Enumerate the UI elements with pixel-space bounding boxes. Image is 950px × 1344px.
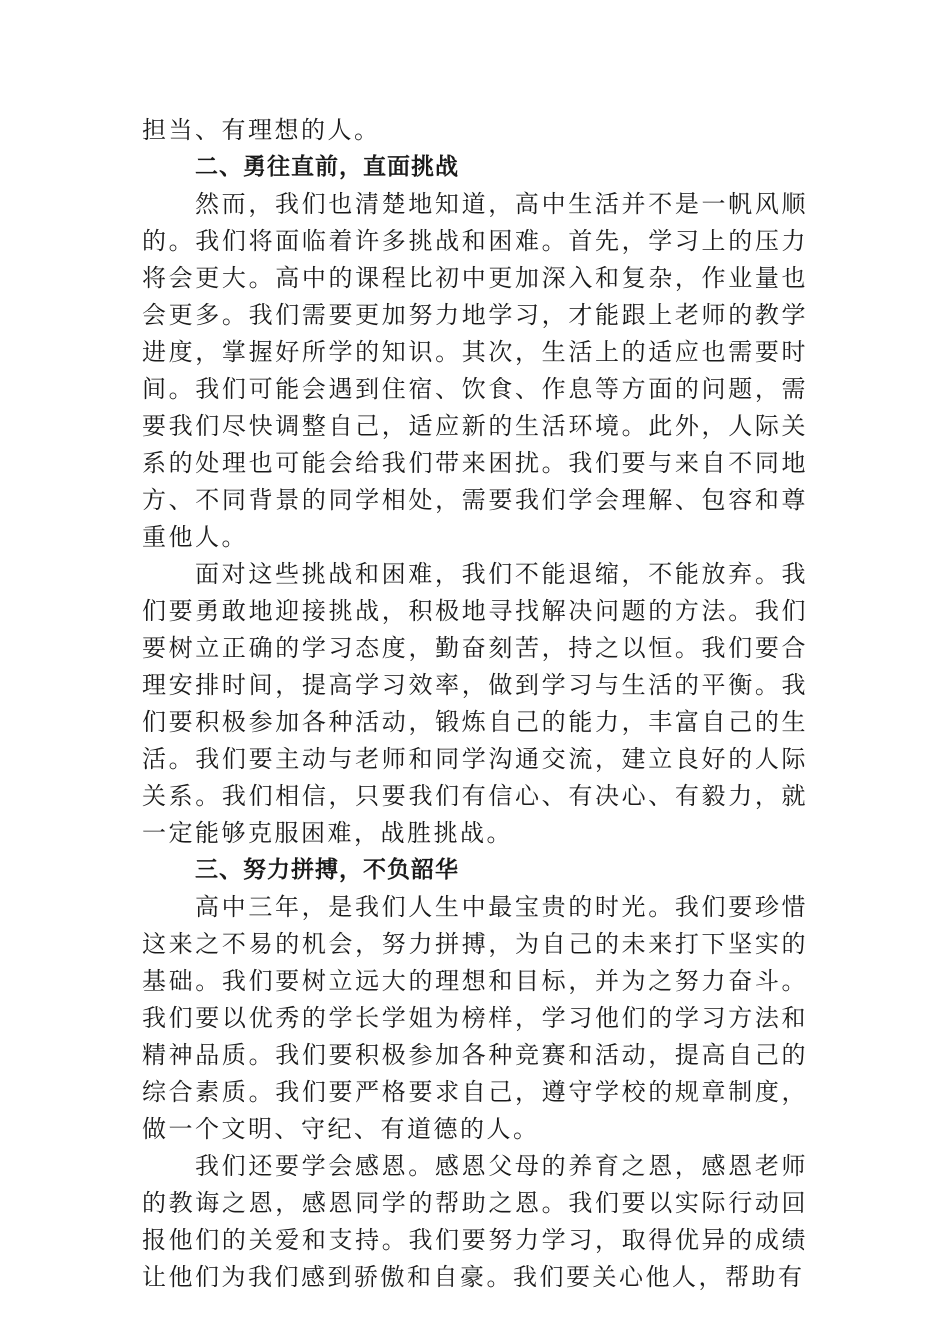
- paragraph: 然而，我们也清楚地知道，高中生活并不是一帆风顺的。我们将面临着许多挑战和困难。首先，学习上的压力将会更大。高中的课程比初中更加深入和复杂，作业量也会更多。我们需要更加努力地学习，才能跟上老师的教学进度，掌握好所学的知识。其次，生活上的适应也需要时间。我们可能会遇到住宿、饮食、作息等方面的问题，需要我们尽快调整自己，适应新的生活环境。此外，人际关系的处理也可能会给我们带来困扰。我们要与来自不同地方、不同背景的同学相处，需要我们学会理解、包容和尊重他人。: [142, 190, 808, 551]
- section-heading-2: 二、勇往直前，直面挑战: [195, 154, 459, 180]
- paragraph: 高中三年，是我们人生中最宝贵的时光。我们要珍惜这来之不易的机会，努力拼搏，为自己的未来打下坚实的基础。我们要树立远大的理想和目标，并为之努力奋斗。我们要以优秀的学长学姐为榜样，学习他们的学习方法和精神品质。我们要积极参加各种竞赛和活动，提高自己的综合素质。我们要严格要求自己，遵守学校的规章制度，做一个文明、守纪、有道德的人。: [142, 893, 808, 1143]
- document-page: [142, 112, 808, 1296]
- opening-fragment: 担当、有理想的人。: [142, 116, 381, 144]
- paragraph: 面对这些挑战和困难，我们不能退缩，不能放弃。我们要勇敢地迎接挑战，积极地寻找解决问题的方法。我们要树立正确的学习态度，勤奋刻苦，持之以恒。我们要合理安排时间，提高学习效率，做到学习与生活的平衡。我们要积极参加各种活动，锻炼自己的能力，丰富自己的生活。我们要主动与老师和同学沟通交流，建立良好的人际关系。我们相信，只要我们有信心、有决心、有毅力，就一定能够克服困难，战胜挑战。: [142, 560, 808, 847]
- paragraph: 我们还要学会感恩。感恩父母的养育之恩，感恩老师的教诲之恩，感恩同学的帮助之恩。我们要以实际行动回报他们的关爱和支持。我们要努力学习，取得优异的成绩让他们为我们感到骄傲和自豪。我们要关心他人，帮助有: [142, 1152, 808, 1291]
- section-heading-3: 三、努力拼搏，不负韶华: [195, 857, 459, 883]
